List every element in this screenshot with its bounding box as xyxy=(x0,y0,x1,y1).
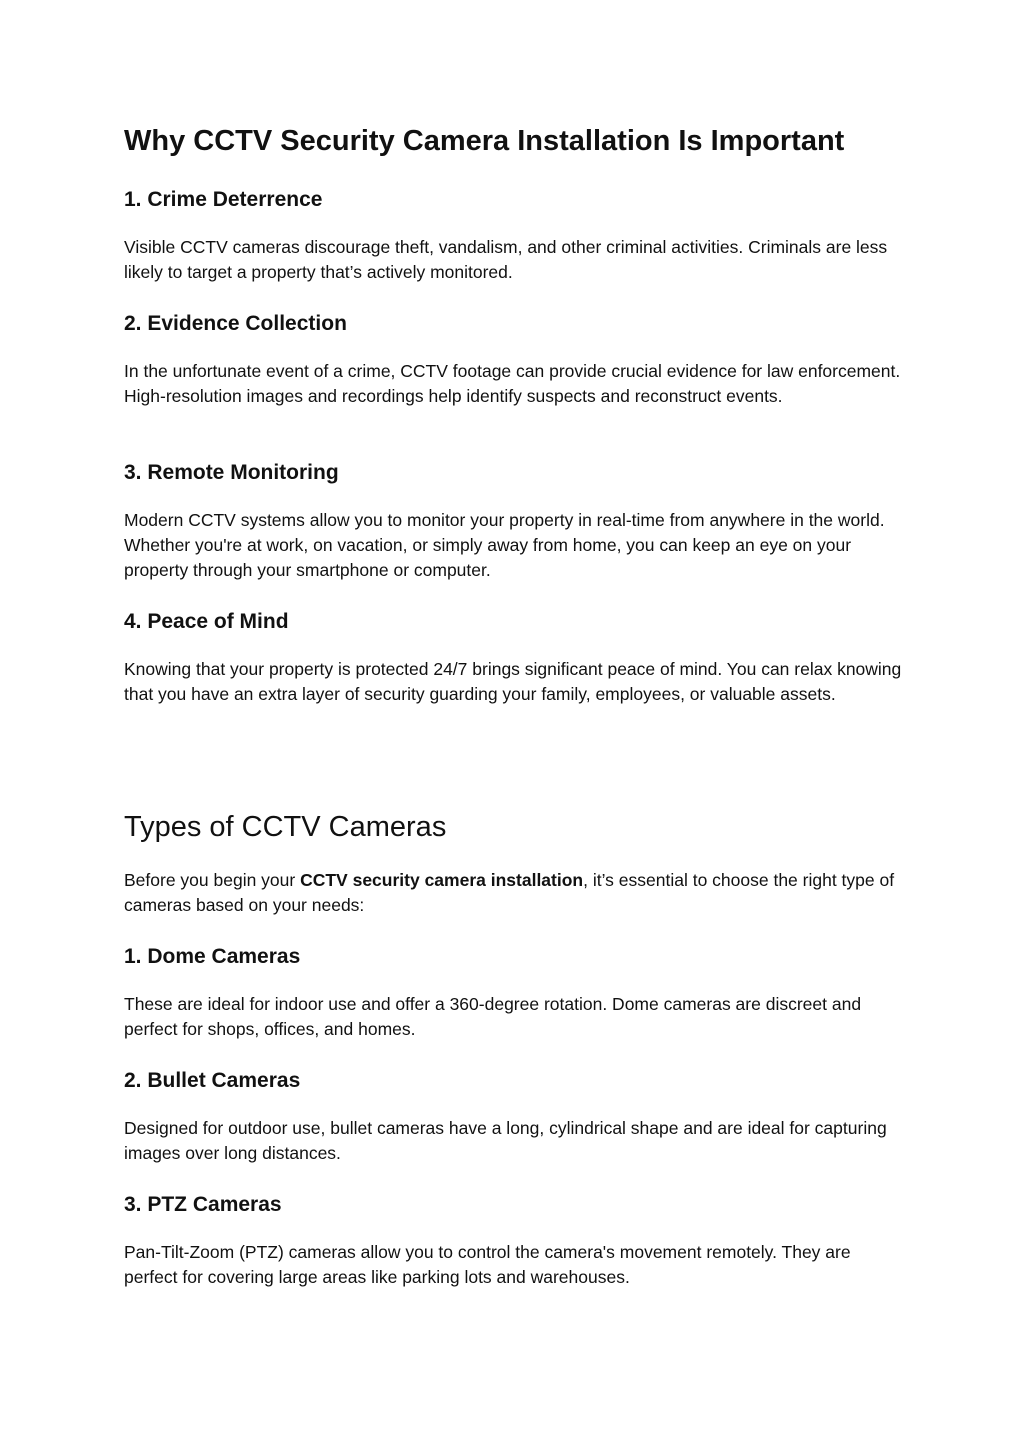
heading-dome-cameras: 1. Dome Cameras xyxy=(124,945,301,968)
section-title-importance: Why CCTV Security Camera Installation Is Important xyxy=(124,125,845,157)
heading-ptz-cameras: 3. PTZ Cameras xyxy=(124,1193,282,1216)
paragraph-crime-deterrence: Visible CCTV cameras discourage theft, vandalism, and other criminal activities. Criminals are less likely to target a property that’s actively monitored. xyxy=(124,237,888,282)
section-title-camera-types: Types of CCTV Cameras xyxy=(124,811,447,843)
paragraph-intro-camera-types xyxy=(124,868,904,918)
heading-peace-of-mind: 4. Peace of Mind xyxy=(124,610,289,633)
heading-evidence-collection: 2. Evidence Collection xyxy=(124,312,347,335)
heading-crime-deterrence: 1. Crime Deterrence xyxy=(124,188,323,211)
intro-text-end: , it’s essential to choose the right type of cameras based on your needs: xyxy=(124,870,895,915)
intro-text-bold: CCTV security camera installation xyxy=(300,870,584,890)
heading-bullet-cameras: 2. Bullet Cameras xyxy=(124,1069,301,1092)
heading-remote-monitoring: 3. Remote Monitoring xyxy=(124,461,339,484)
paragraph-bullet-cameras: Designed for outdoor use, bullet cameras have a long, cylindrical shape and are ideal for capturing images over long distances. xyxy=(124,1118,887,1163)
paragraph-dome-cameras: These are ideal for indoor use and offer a 360-degree rotation. Dome cameras are discreet and perfect for shops, offices, and homes. xyxy=(124,994,862,1039)
paragraph-ptz-cameras: Pan-Tilt-Zoom (PTZ) cameras allow you to control the camera's movement remotely. They are perfect for covering large areas like parking lots and warehouses. xyxy=(124,1242,851,1287)
paragraph-peace-of-mind: Knowing that your property is protected 24/7 brings significant peace of mind. You can relax knowing that you have an extra layer of security guarding your family, employees, or valuable assets. xyxy=(124,659,902,704)
intro-text-start: Before you begin your xyxy=(124,870,301,890)
paragraph-remote-monitoring: Modern CCTV systems allow you to monitor your property in real-time from anywhere in the world. Whether you're at work, on vacation, or simply away from home, you can keep an eye on your property through your smartphone or computer. xyxy=(124,510,885,580)
paragraph-evidence-collection: In the unfortunate event of a crime, CCTV footage can provide crucial evidence for law enforcement. High-resolution images and recordings help identify suspects and reconstruct events. xyxy=(124,361,901,406)
